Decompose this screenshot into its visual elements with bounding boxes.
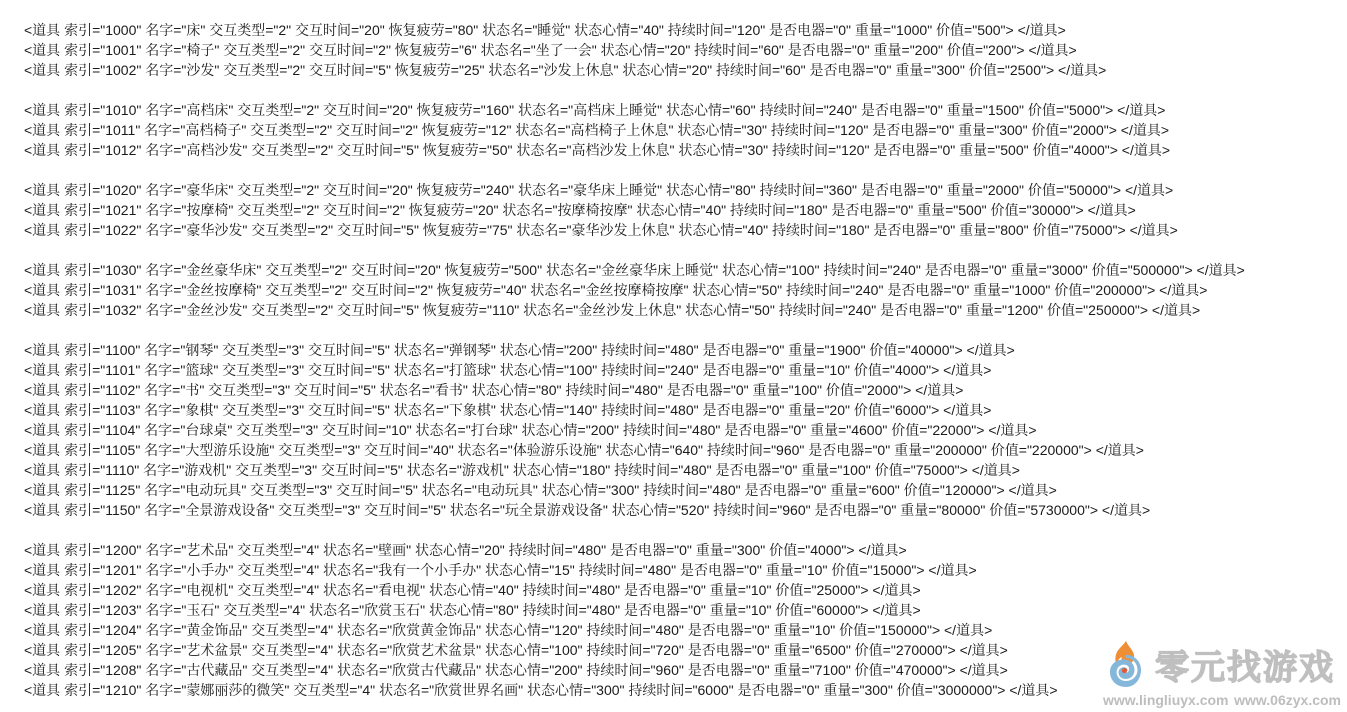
xml-line: <道具 索引="1100" 名字="钢琴" 交互类型="3" 交互时间="5" 状态名="弹钢琴" 状态心情="200" 持续时间="480" 是否电器="0" 重量="1900" 价值="40000"> </道具> <box>24 342 1015 358</box>
xml-line: <道具 索引="1105" 名字="大型游乐设施" 交互类型="3" 交互时间="40" 状态名="体验游乐设施" 状态心情="640" 持续时间="960" 是否电器="0" 重量="200000" 价值="220000"> </道具> <box>24 442 1144 458</box>
blank-line <box>24 160 1245 180</box>
xml-line: <道具 索引="1210" 名字="蒙娜丽莎的微笑" 交互类型="4" 状态名="欣赏世界名画" 状态心情="300" 持续时间="6000" 是否电器="0" 重量="300" 价值="3000000"> </道具> <box>24 682 1058 698</box>
xml-line: <道具 索引="1001" 名字="椅子" 交互类型="2" 交互时间="2" 恢复疲劳="6" 状态名="坐了一会" 状态心情="20" 持续时间="60" 是否电器="0" 重量="200" 价值="200"> </道具> <box>24 42 1077 58</box>
xml-line: <道具 索引="1010" 名字="高档床" 交互类型="2" 交互时间="20" 恢复疲劳="160" 状态名="高档床上睡觉" 状态心情="60" 持续时间="240" 是否电器="0" 重量="1500" 价值="5000"> </道具> <box>24 102 1166 118</box>
xml-line: <道具 索引="1200" 名字="艺术品" 交互类型="4" 状态名="壁画" 状态心情="20" 持续时间="480" 是否电器="0" 重量="300" 价值="4000"> </道具> <box>24 542 907 558</box>
xml-line: <道具 索引="1125" 名字="电动玩具" 交互类型="3" 交互时间="5" 状态名="电动玩具" 状态心情="300" 持续时间="480" 是否电器="0" 重量="600" 价值="120000"> </道具> <box>24 482 1057 498</box>
watermark <box>1103 639 1341 708</box>
watermark-brand-text: 零元找游戏 <box>1155 648 1335 687</box>
xml-line: <道具 索引="1012" 名字="高档沙发" 交互类型="2" 交互时间="5" 恢复疲劳="50" 状态名="高档沙发上休息" 状态心情="30" 持续时间="120" 是否电器="0" 重量="500" 价值="4000"> </道具> <box>24 142 1171 158</box>
blank-line <box>24 520 1245 540</box>
xml-line: <道具 索引="1000" 名字="床" 交互类型="2" 交互时间="20" 恢复疲劳="80" 状态名="睡觉" 状态心情="40" 持续时间="120" 是否电器="0" 重量="1000" 价值="500"> </道具> <box>24 22 1066 38</box>
xml-line: <道具 索引="1102" 名字="书" 交互类型="3" 交互时间="5" 状态名="看书" 状态心情="80" 持续时间="480" 是否电器="0" 重量="100" 价值="2000"> </道具> <box>24 382 964 398</box>
xml-line: <道具 索引="1032" 名字="金丝沙发" 交互类型="2" 交互时间="5" 恢复疲劳="110" 状态名="金丝沙发上休息" 状态心情="50" 持续时间="240" 是否电器="0" 重量="1200" 价值="250000"> </道具> <box>24 302 1201 318</box>
xml-line: <道具 索引="1205" 名字="艺术盆景" 交互类型="4" 状态名="欣赏艺术盆景" 状态心情="100" 持续时间="720" 是否电器="0" 重量="6500" 价值="270000"> </道具> <box>24 642 1008 658</box>
xml-line: <道具 索引="1021" 名字="按摩椅" 交互类型="2" 交互时间="2" 恢复疲劳="20" 状态名="按摩椅按摩" 状态心情="40" 持续时间="180" 是否电器="0" 重量="500" 价值="30000"> </道具> <box>24 202 1136 218</box>
xml-line: <道具 索引="1011" 名字="高档椅子" 交互类型="2" 交互时间="2" 恢复疲劳="12" 状态名="高档椅子上休息" 状态心情="30" 持续时间="120" 是否电器="0" 重量="300" 价值="2000"> </道具> <box>24 122 1170 138</box>
watermark-logo-icon <box>1103 639 1149 689</box>
xml-line: <道具 索引="1030" 名字="金丝豪华床" 交互类型="2" 交互时间="20" 恢复疲劳="500" 状态名="金丝豪华床上睡觉" 状态心情="100" 持续时间="240" 是否电器="0" 重量="3000" 价值="500000"> </道具> <box>24 262 1245 278</box>
watermark-url-2: www.06zyx.com <box>1234 692 1341 708</box>
xml-line: <道具 索引="1031" 名字="金丝按摩椅" 交互类型="2" 交互时间="2" 恢复疲劳="40" 状态名="金丝按摩椅按摩" 状态心情="50" 持续时间="240" 是否电器="0" 重量="1000" 价值="200000"> </道具> <box>24 282 1208 298</box>
xml-line: <道具 索引="1203" 名字="玉石" 交互类型="4" 状态名="欣赏玉石" 状态心情="80" 持续时间="480" 是否电器="0" 重量="10" 价值="60000"> </道具> <box>24 602 921 618</box>
xml-line: <道具 索引="1204" 名字="黄金饰品" 交互类型="4" 状态名="欣赏黄金饰品" 状态心情="120" 持续时间="480" 是否电器="0" 重量="10" 价值="150000"> </道具> <box>24 622 993 638</box>
xml-line: <道具 索引="1103" 名字="象棋" 交互类型="3" 交互时间="5" 状态名="下象棋" 状态心情="140" 持续时间="480" 是否电器="0" 重量="20" 价值="6000"> </道具> <box>24 402 992 418</box>
xml-line: <道具 索引="1150" 名字="全景游戏设备" 交互类型="3" 交互时间="5" 状态名="玩全景游戏设备" 状态心情="520" 持续时间="960" 是否电器="0" 重量="80000" 价值="5730000"> </道具> <box>24 502 1151 518</box>
xml-line: <道具 索引="1202" 名字="电视机" 交互类型="4" 状态名="看电视" 状态心情="40" 持续时间="480" 是否电器="0" 重量="10" 价值="25000"> </道具> <box>24 582 921 598</box>
xml-line: <道具 索引="1101" 名字="篮球" 交互类型="3" 交互时间="5" 状态名="打篮球" 状态心情="100" 持续时间="240" 是否电器="0" 重量="10" 价值="4000"> </道具> <box>24 362 992 378</box>
watermark-url-1: www.lingliuyx.com <box>1103 692 1229 708</box>
xml-line: <道具 索引="1002" 名字="沙发" 交互类型="2" 交互时间="5" 恢复疲劳="25" 状态名="沙发上休息" 状态心情="20" 持续时间="60" 是否电器="0" 重量="300" 价值="2500"> </道具> <box>24 62 1107 78</box>
xml-line: <道具 索引="1020" 名字="豪华床" 交互类型="2" 交互时间="20" 恢复疲劳="240" 状态名="豪华床上睡觉" 状态心情="80" 持续时间="360" 是否电器="0" 重量="2000" 价值="50000"> </道具> <box>24 182 1174 198</box>
blank-line <box>24 80 1245 100</box>
xml-line: <道具 索引="1104" 名字="台球桌" 交互类型="3" 交互时间="10" 状态名="打台球" 状态心情="200" 持续时间="480" 是否电器="0" 重量="4600" 价值="22000"> </道具> <box>24 422 1037 438</box>
blank-line <box>24 240 1245 260</box>
blank-line <box>24 320 1245 340</box>
xml-line: <道具 索引="1110" 名字="游戏机" 交互类型="3" 交互时间="5" 状态名="游戏机" 状态心情="180" 持续时间="480" 是否电器="0" 重量="100" 价值="75000"> </道具> <box>24 462 1020 478</box>
xml-line: <道具 索引="1022" 名字="豪华沙发" 交互类型="2" 交互时间="5" 恢复疲劳="75" 状态名="豪华沙发上休息" 状态心情="40" 持续时间="180" 是否电器="0" 重量="800" 价值="75000"> </道具> <box>24 222 1178 238</box>
xml-line: <道具 索引="1208" 名字="古代藏品" 交互类型="4" 状态名="欣赏古代藏品" 状态心情="200" 持续时间="960" 是否电器="0" 重量="7100" 价值="470000"> </道具> <box>24 662 1008 678</box>
xml-line: <道具 索引="1201" 名字="小手办" 交互类型="4" 状态名="我有一个小手办" 状态心情="15" 持续时间="480" 是否电器="0" 重量="10" 价值="15000"> </道具> <box>24 562 977 578</box>
